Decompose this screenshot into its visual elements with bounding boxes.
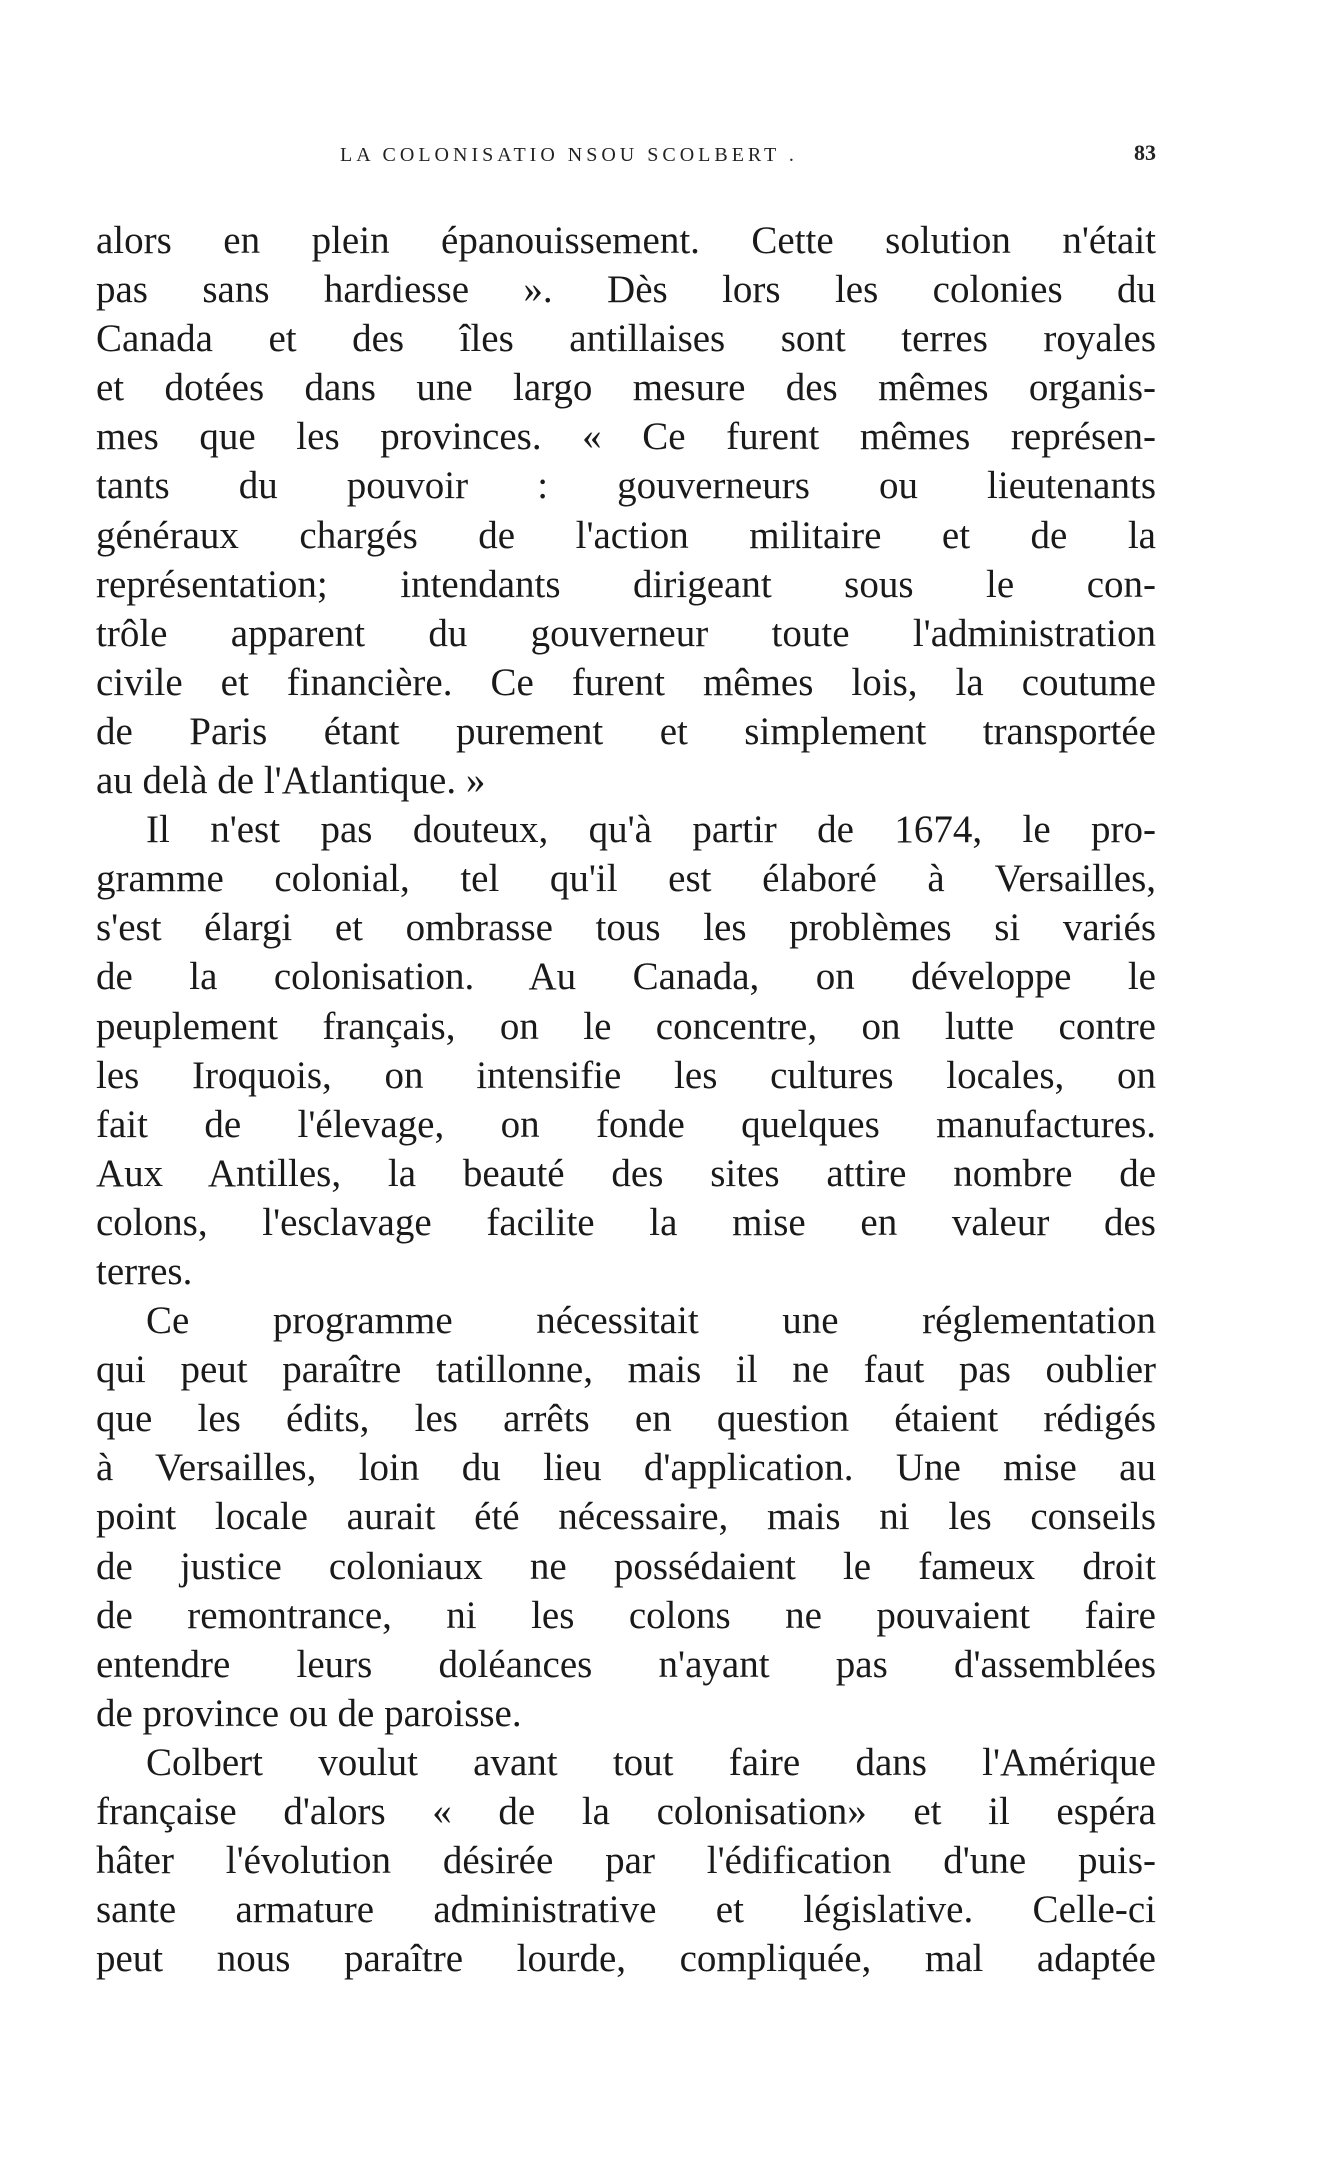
- text-line: de province ou de paroisse.: [96, 1691, 522, 1735]
- running-head: [96, 140, 1156, 174]
- text-line: de justice coloniaux ne possédaient le fameux droit: [96, 1544, 1156, 1588]
- text-line: colons, l'esclavage facilite la mise en valeur des: [96, 1200, 1156, 1244]
- body-text: [96, 216, 1156, 1983]
- text-line: trôle apparent du gouverneur toute l'administration: [96, 611, 1156, 655]
- text-line: pas sans hardiesse ». Dès lors les colonies du: [96, 268, 1156, 312]
- text-line: que les édits, les arrêts en question étaient rédigés: [96, 1397, 1156, 1441]
- text-line: civile et financière. Ce furent mêmes lois, la coutume: [96, 660, 1156, 704]
- text-line: généraux chargés de l'action militaire et de la: [96, 513, 1156, 557]
- paragraph-first-line: Colbert voulut avant tout faire dans l'Amérique: [146, 1740, 1156, 1784]
- text-line: de Paris étant purement et simplement transportée: [96, 709, 1156, 753]
- text-line: qui peut paraître tatillonne, mais il ne faut pas oublier: [96, 1348, 1156, 1392]
- text-line: peuplement français, on le concentre, on lutte contre: [96, 1004, 1156, 1048]
- text-line: et dotées dans une largo mesure des mêmes organis-: [96, 366, 1156, 410]
- text-line: les Iroquois, on intensifie les cultures locales, on: [96, 1053, 1156, 1097]
- text-line: s'est élargi et ombrasse tous les problèmes si variés: [96, 906, 1156, 950]
- text-line: française d'alors « de la colonisation» et il espéra: [96, 1790, 1156, 1833]
- text-line: représentation; intendants dirigeant sous le con-: [96, 562, 1156, 606]
- text-line: peut nous paraître lourde, compliquée, mal adaptée: [96, 1937, 1156, 1981]
- page-number: 83: [1134, 140, 1156, 165]
- text-line: sante armature administrative et législative. Celle-ci: [96, 1888, 1156, 1932]
- text-line: point locale aurait été nécessaire, mais ni les conseils: [96, 1495, 1156, 1539]
- text-line: de remontrance, ni les colons ne pouvaient faire: [96, 1593, 1156, 1637]
- text-line: à Versailles, loin du lieu d'application. Une mise au: [96, 1446, 1156, 1490]
- text-line: tants du pouvoir : gouverneurs ou lieutenants: [96, 464, 1156, 508]
- text-line: fait de l'élevage, on fonde quelques manufactures.: [96, 1102, 1156, 1146]
- running-title: LA COLONISATIO NSOU SCOLBERT .: [340, 144, 798, 166]
- paragraph-first-line: Ce programme nécessitait une réglementation: [146, 1299, 1156, 1343]
- text-line: de la colonisation. Au Canada, on développe le: [96, 955, 1156, 999]
- text-line: Canada et des îles antillaises sont terres royales: [96, 317, 1156, 361]
- text-line: au delà de l'Atlantique. »: [96, 759, 486, 803]
- text-line: terres.: [96, 1249, 193, 1293]
- text-line: alors en plein épanouissement. Cette solution n'était: [96, 219, 1156, 262]
- text-line: Aux Antilles, la beauté des sites attire nombre de: [96, 1151, 1156, 1195]
- text-line: entendre leurs doléances n'ayant pas d'assemblées: [96, 1642, 1156, 1686]
- paragraph-first-line: Il n'est pas douteux, qu'à partir de 1674, le pro-: [146, 808, 1156, 852]
- text-line: mes que les provinces. « Ce furent mêmes représen-: [96, 415, 1156, 459]
- text-line: hâter l'évolution désirée par l'édification d'une puis-: [96, 1839, 1156, 1883]
- text-line: gramme colonial, tel qu'il est élaboré à Versailles,: [96, 857, 1156, 901]
